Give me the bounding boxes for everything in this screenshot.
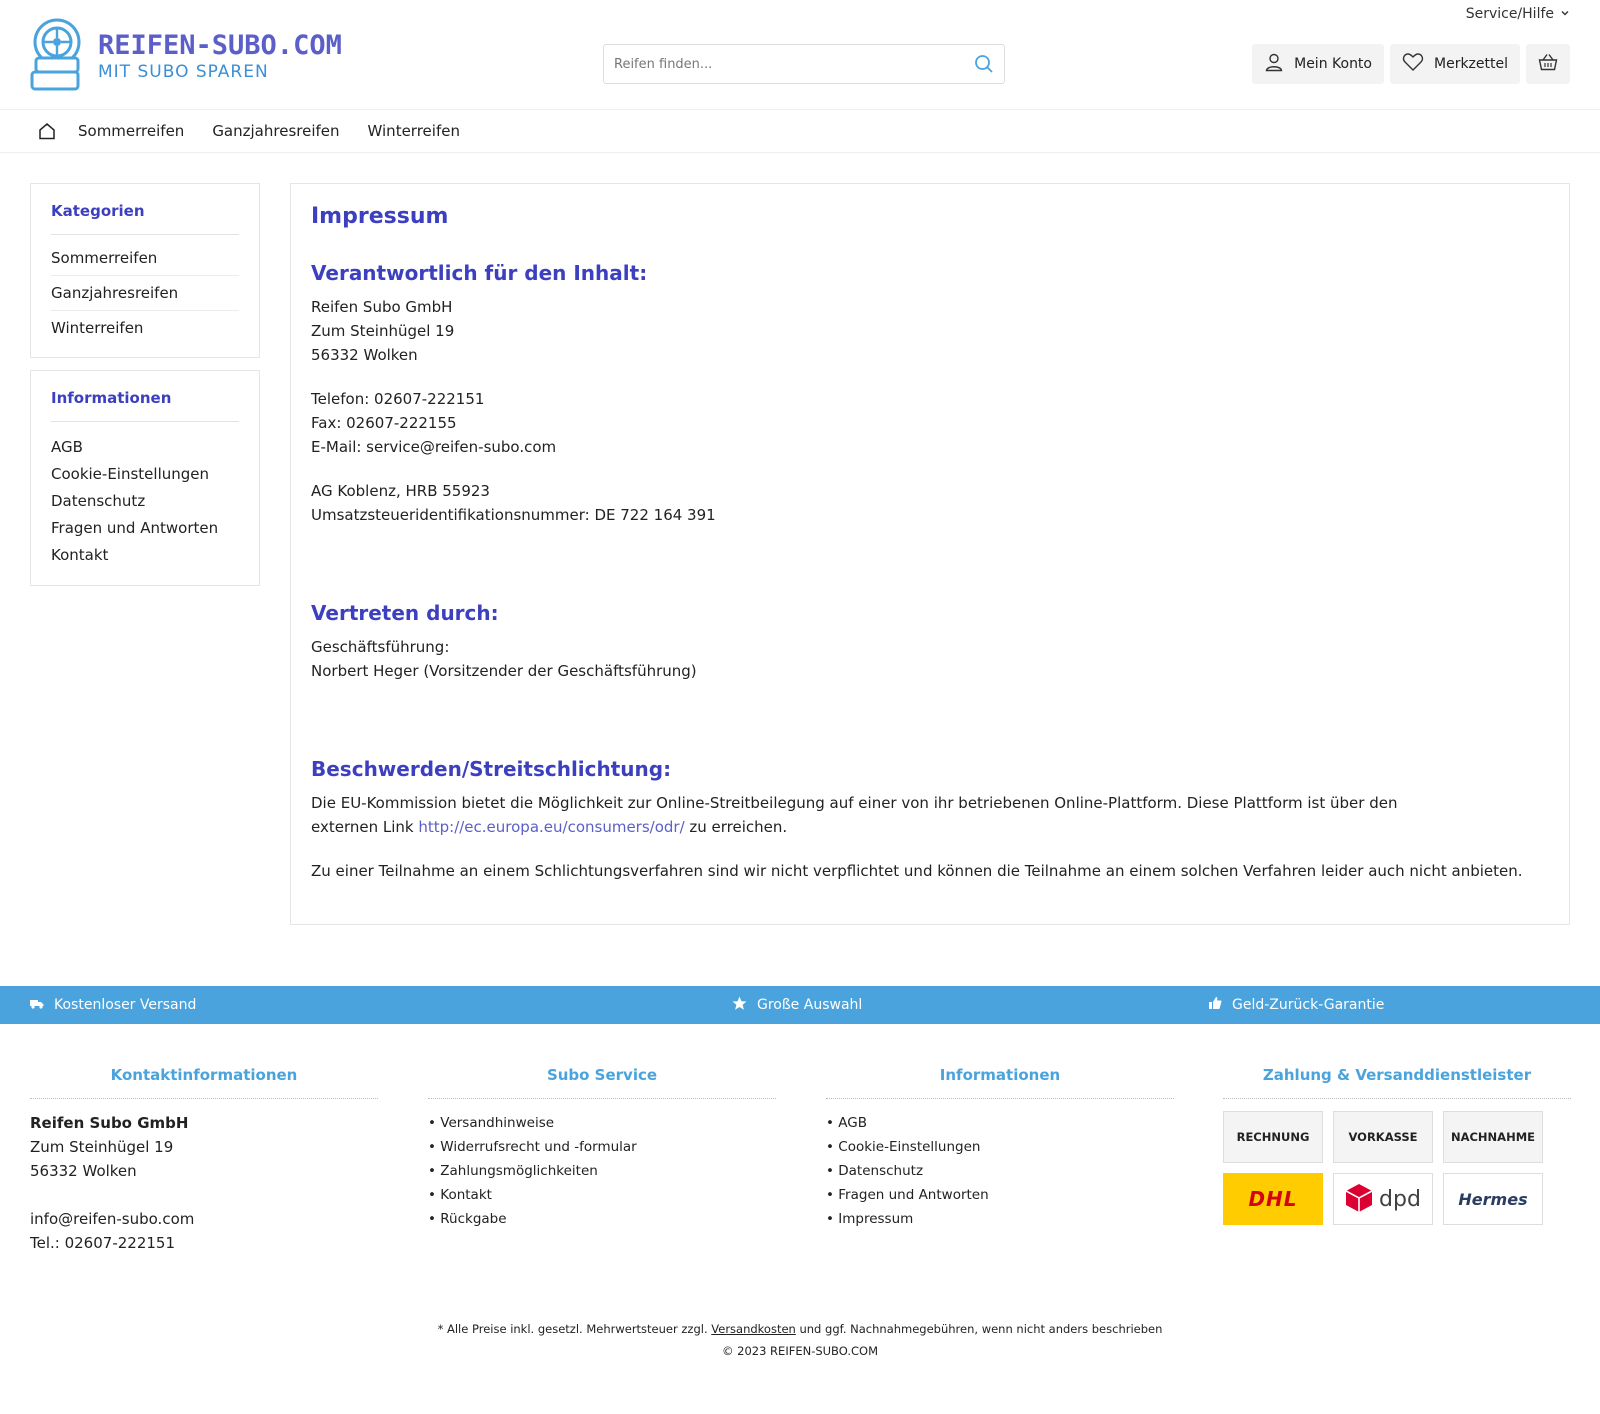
arbitration-paragraph: Zu einer Teilnahme an einem Schlichtungsverfahren sind wir nicht verpflichtet und können die Teilnahme an einem solchen Verfahren leider auch nicht anbieten. (311, 862, 1523, 880)
footer-info-title: Informationen (826, 1066, 1174, 1099)
company-phone: Telefon: 02607-222151 (311, 390, 485, 408)
benefits-bar (0, 986, 1600, 1024)
wishlist-button[interactable] (1390, 44, 1520, 84)
footer-link-cookie-einstellungen[interactable]: • Cookie-Einstellungen (826, 1139, 981, 1155)
footer-link-rueckgabe[interactable]: • Rückgabe (428, 1211, 507, 1227)
search-icon[interactable] (964, 45, 1004, 83)
main-navigation (0, 110, 1600, 153)
logo-title: REIFEN-SUBO.COM (98, 30, 342, 61)
benefit-label: Große Auswahl (757, 997, 863, 1013)
footer-link-agb[interactable]: • AGB (826, 1115, 867, 1131)
footer-payment-title: Zahlung & Versanddienstleister (1223, 1066, 1571, 1099)
dpd-cube-icon (1345, 1183, 1373, 1216)
header (0, 0, 1600, 110)
footer-link-impressum[interactable]: • Impressum (826, 1211, 914, 1227)
my-account-label: Mein Konto (1294, 56, 1372, 72)
footer-link-kontakt[interactable]: • Kontakt (428, 1187, 492, 1203)
sidebar-item-winterreifen[interactable]: Winterreifen (51, 319, 144, 337)
eu-odr-link[interactable]: http://ec.europa.eu/consumers/odr/ (418, 818, 685, 836)
wishlist-label: Merkzettel (1434, 56, 1508, 72)
footer-link-fragen-und-antworten[interactable]: • Fragen und Antworten (826, 1187, 989, 1203)
user-icon (1264, 52, 1284, 76)
benefit-label: Kostenloser Versand (54, 997, 197, 1013)
dpd-logo: dpd (1333, 1173, 1433, 1225)
cart-button[interactable] (1526, 44, 1570, 84)
sidebar-item-sommerreifen[interactable]: Sommerreifen (51, 241, 239, 276)
thumbs-up-icon (1208, 996, 1222, 1014)
sidebar-item-datenschutz[interactable]: Datenschutz (51, 492, 146, 510)
search-bar (603, 44, 1005, 84)
payment-vorkasse-badge: VORKASSE (1333, 1111, 1433, 1163)
nav-item-sommerreifen[interactable]: Sommerreifen (78, 122, 185, 140)
sidebar-item-ganzjahresreifen[interactable]: Ganzjahresreifen (51, 276, 239, 311)
company-city: 56332 Wolken (311, 346, 418, 364)
dispute-text-after: zu erreichen. (684, 818, 788, 836)
dhl-logo: DHL (1223, 1173, 1323, 1225)
section-heading-complaints: Beschwerden/Streitschlichtung: (311, 757, 672, 781)
footer-link-zahlungsmoeglichkeiten[interactable]: • Zahlungsmöglichkeiten (428, 1163, 598, 1179)
footer-service-title: Subo Service (428, 1066, 776, 1099)
sidebar-item-kontakt[interactable]: Kontakt (51, 546, 109, 564)
sidebar-item-cookie-einstellungen[interactable]: Cookie-Einstellungen (51, 465, 210, 483)
legal-notice (0, 1318, 1600, 1362)
footer-link-versandhinweise[interactable]: • Versandhinweise (428, 1115, 555, 1131)
company-street: Zum Steinhügel 19 (311, 322, 455, 340)
footer-contact-title: Kontaktinformationen (30, 1066, 378, 1099)
footer-link-widerrufsrecht[interactable]: • Widerrufsrecht und -formular (428, 1139, 637, 1155)
star-icon (732, 996, 747, 1015)
header-actions (1252, 44, 1570, 84)
sidebar-item-fragen-und-antworten[interactable]: Fragen und Antworten (51, 519, 219, 537)
price-notice: * Alle Preise inkl. gesetzl. Mehrwertsteuer zzgl. Versandkosten und ggf. Nachnahmegebühren, wenn nicht anders beschrieben (437, 1322, 1163, 1336)
dispute-paragraph (311, 791, 1461, 839)
footer-company: Reifen Subo GmbH (30, 1114, 189, 1132)
payment-nachnahme-badge: NACHNAHME (1443, 1111, 1543, 1163)
logo[interactable] (30, 18, 342, 96)
page-title: Impressum (311, 204, 449, 229)
footer-phone: Tel.: 02607-222151 (30, 1234, 175, 1252)
dispute-text-before: Die EU-Kommission bietet die Möglichkeit zur Online-Streitbeilegung auf einer von ihr betriebenen Online-Plattform. Diese Plattform ist über den externen Link (311, 794, 1398, 836)
sidebar-informationen-title: Informationen (51, 389, 239, 422)
section-heading-represented: Vertreten durch: (311, 601, 499, 625)
footer-email[interactable]: info@reifen-subo.com (30, 1210, 195, 1228)
company-vat: Umsatzsteueridentifikationsnummer: DE 722 164 391 (311, 506, 716, 524)
footer-street: Zum Steinhügel 19 (30, 1138, 174, 1156)
sidebar-categories (30, 183, 260, 358)
section-heading-responsible: Verantwortlich für den Inhalt: (311, 261, 648, 285)
management-name: Norbert Heger (Vorsitzender der Geschäftsführung) (311, 662, 697, 680)
heart-icon (1402, 52, 1424, 76)
nav-item-ganzjahresreifen[interactable]: Ganzjahresreifen (212, 122, 340, 140)
hermes-logo: Hermes (1443, 1173, 1543, 1225)
home-icon[interactable] (38, 122, 78, 140)
footer-service (428, 1066, 776, 1231)
payment-rechnung-badge: RECHNUNG (1223, 1111, 1323, 1163)
sidebar-categories-title: Kategorien (51, 202, 239, 235)
benefit-money-back (1208, 986, 1384, 1024)
chevron-down-icon (1560, 6, 1570, 22)
benefit-large-selection (732, 986, 862, 1024)
service-help-label: Service/Hilfe (1465, 6, 1554, 22)
truck-icon (30, 997, 44, 1013)
copyright: © 2023 REIFEN-SUBO.COM (721, 1344, 878, 1358)
company-email: E-Mail: service@reifen-subo.com (311, 438, 557, 456)
my-account-button[interactable] (1252, 44, 1384, 84)
benefit-free-shipping (30, 986, 196, 1024)
footer-link-datenschutz[interactable]: • Datenschutz (826, 1163, 924, 1179)
company-fax: Fax: 02607-222155 (311, 414, 457, 432)
basket-icon (1538, 52, 1558, 76)
sidebar-informationen (30, 370, 260, 586)
management-label: Geschäftsführung: (311, 638, 450, 656)
service-help-dropdown[interactable] (1466, 6, 1570, 22)
footer-informationen (826, 1066, 1174, 1231)
logo-subtitle: MIT SUBO SPAREN (98, 62, 269, 82)
company-register: AG Koblenz, HRB 55923 (311, 482, 490, 500)
search-input[interactable] (604, 45, 964, 83)
tire-logo-icon (30, 18, 84, 96)
footer-city: 56332 Wolken (30, 1162, 137, 1180)
shipping-costs-link[interactable]: Versandkosten (711, 1322, 796, 1336)
sidebar-item-agb[interactable]: AGB (51, 438, 83, 456)
footer-contact (30, 1066, 378, 1255)
company-name: Reifen Subo GmbH (311, 298, 453, 316)
nav-item-winterreifen[interactable]: Winterreifen (367, 122, 460, 140)
impressum-content (290, 183, 1570, 925)
benefit-label: Geld-Zurück-Garantie (1232, 997, 1385, 1013)
footer-payment (1223, 1066, 1571, 1225)
